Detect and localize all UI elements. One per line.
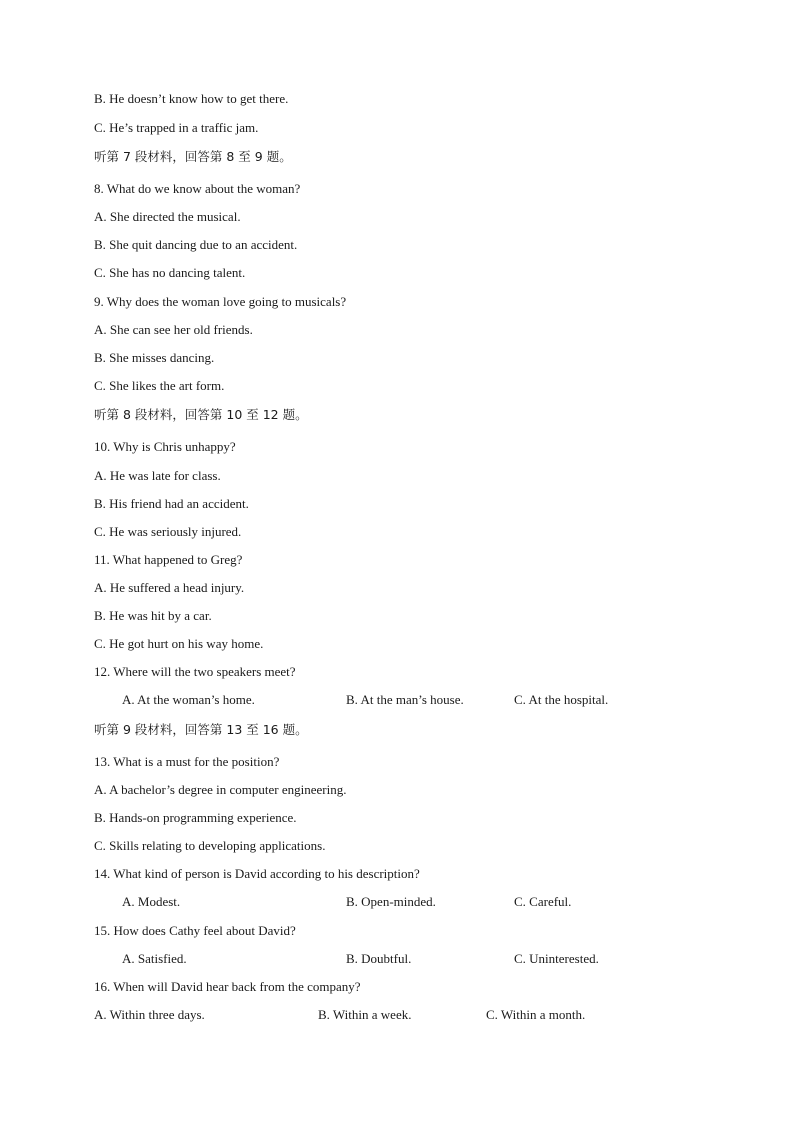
q12-option-c: C. At the hospital. bbox=[514, 692, 609, 707]
option-line: C. He’s trapped in a traffic jam. bbox=[94, 120, 259, 135]
option-line: B. Hands-on programming experience. bbox=[94, 810, 297, 825]
q14-option-a: A. Modest. bbox=[122, 894, 181, 909]
question-15: 15. How does Cathy feel about David? bbox=[94, 923, 296, 938]
option-line: A. She directed the musical. bbox=[94, 209, 241, 224]
option-line: C. He got hurt on his way home. bbox=[94, 636, 264, 651]
option-line: B. His friend had an accident. bbox=[94, 496, 249, 511]
q15-option-a: A. Satisfied. bbox=[122, 951, 187, 966]
question-16: 16. When will David hear back from the company? bbox=[94, 979, 361, 994]
option-line: C. Skills relating to developing applications. bbox=[94, 838, 326, 853]
q12-option-a: A. At the woman’s home. bbox=[122, 692, 255, 707]
question-12: 12. Where will the two speakers meet? bbox=[94, 664, 296, 679]
q14-option-c: C. Careful. bbox=[514, 894, 572, 909]
q16-option-a: A. Within three days. bbox=[94, 1007, 205, 1022]
q16-option-b: B. Within a week. bbox=[318, 1007, 412, 1022]
q15-option-c: C. Uninterested. bbox=[514, 951, 599, 966]
question-14: 14. What kind of person is David according to his description? bbox=[94, 866, 420, 881]
section-instruction: 听第 7 段材料，回答第 8 至 9 题。 bbox=[94, 149, 292, 164]
option-line: C. She has no dancing talent. bbox=[94, 265, 246, 280]
option-line: B. She misses dancing. bbox=[94, 350, 215, 365]
q16-option-c: C. Within a month. bbox=[486, 1007, 586, 1022]
option-line: C. He was seriously injured. bbox=[94, 524, 242, 539]
section-instruction: 听第 9 段材料，回答第 13 至 16 题。 bbox=[94, 722, 308, 737]
option-line: A. He was late for class. bbox=[94, 468, 221, 483]
option-line: A. She can see her old friends. bbox=[94, 322, 253, 337]
option-line: C. She likes the art form. bbox=[94, 378, 225, 393]
question-10: 10. Why is Chris unhappy? bbox=[94, 439, 236, 454]
option-line: A. He suffered a head injury. bbox=[94, 580, 245, 595]
option-line: B. He was hit by a car. bbox=[94, 608, 212, 623]
q12-option-b: B. At the man’s house. bbox=[346, 692, 464, 707]
option-line: B. He doesn’t know how to get there. bbox=[94, 91, 289, 106]
question-11: 11. What happened to Greg? bbox=[94, 552, 243, 567]
section-instruction: 听第 8 段材料，回答第 10 至 12 题。 bbox=[94, 407, 308, 422]
question-9: 9. Why does the woman love going to musicals? bbox=[94, 294, 347, 309]
question-13: 13. What is a must for the position? bbox=[94, 754, 280, 769]
q15-option-b: B. Doubtful. bbox=[346, 951, 412, 966]
option-line: A. A bachelor’s degree in computer engineering. bbox=[94, 782, 347, 797]
question-8: 8. What do we know about the woman? bbox=[94, 181, 301, 196]
q14-option-b: B. Open-minded. bbox=[346, 894, 436, 909]
option-line: B. She quit dancing due to an accident. bbox=[94, 237, 298, 252]
